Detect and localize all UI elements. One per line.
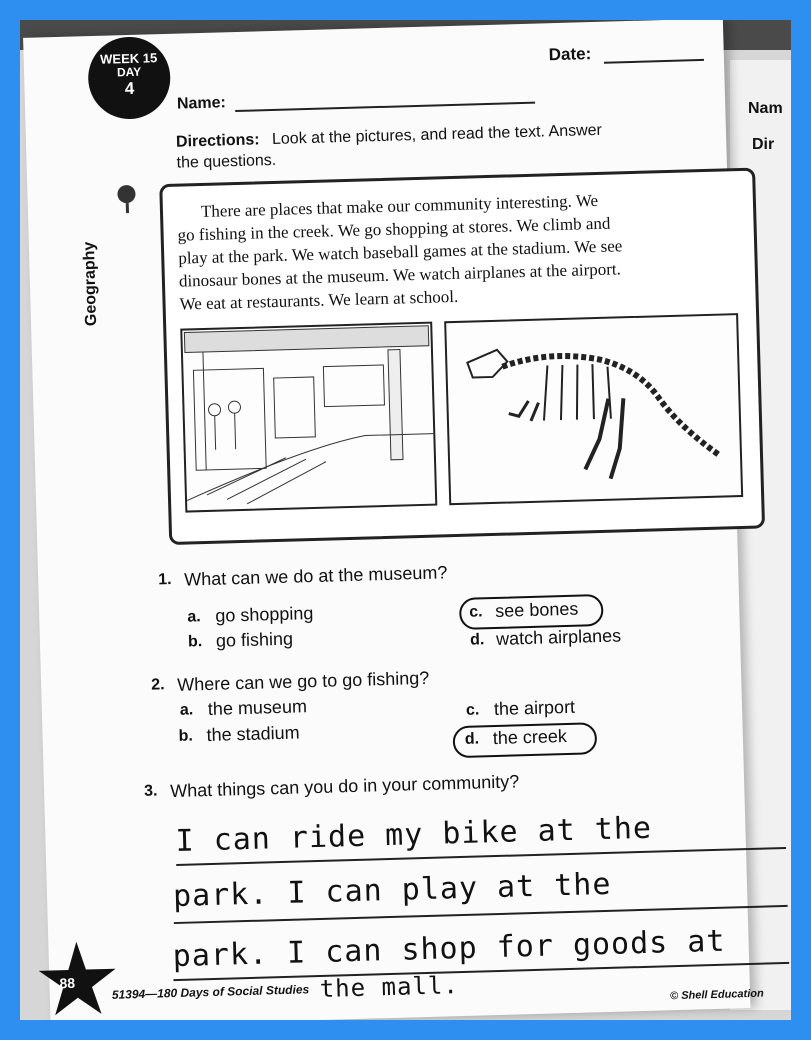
option-letter: c.	[469, 603, 483, 621]
option-text: the airport	[493, 696, 576, 720]
dinosaur-illustration	[444, 313, 743, 505]
question-1-number: 1.	[158, 570, 172, 589]
option-text: the museum	[207, 696, 308, 720]
handwritten-answer-line: the mall.	[319, 971, 460, 1004]
right-page-directions: Dir	[752, 136, 775, 153]
passage-line: go fishing in the creek. We go shopping at stores. We climb and	[177, 213, 611, 245]
question-3-text: What things can you do in your community?	[169, 771, 520, 802]
passage-line: play at the park. We watch baseball games at the stadium. We see	[178, 236, 623, 268]
question-1-text: What can we do at the museum?	[183, 562, 448, 590]
option-letter: a.	[179, 701, 194, 719]
globe-icon	[117, 185, 135, 203]
passage-line: dinosaur bones at the museum. We watch airplanes at the airport.	[178, 259, 622, 291]
directions-label: Directions:	[175, 131, 260, 151]
question-2-text: Where can we go to go fishing?	[176, 667, 430, 695]
copyright: © Shell Education	[669, 987, 764, 1003]
geography-label: Geography	[80, 241, 101, 327]
mall-drawing	[182, 324, 435, 511]
option-text: go shopping	[215, 603, 314, 626]
option-letter: d.	[464, 730, 480, 748]
option-letter: b.	[178, 727, 194, 745]
right-page-name: Nam	[748, 100, 783, 117]
name-label: Name:	[176, 94, 227, 113]
date-line	[604, 59, 704, 63]
name-line	[235, 102, 535, 112]
option-text: the stadium	[206, 722, 300, 746]
badge-number: 4	[124, 78, 135, 99]
passage-line: We eat at restaurants. We learn at school.	[179, 286, 459, 314]
badge-day: DAY	[116, 64, 142, 80]
option-letter: c.	[465, 701, 480, 719]
option-letter: a.	[187, 608, 201, 626]
page-number: 88	[59, 974, 76, 992]
handwritten-answer-line: I can ride my bike at the	[175, 810, 653, 859]
reading-passage	[159, 168, 765, 546]
option-letter: d.	[469, 631, 485, 649]
worksheet-photo	[20, 20, 791, 1020]
option-letter: b.	[187, 633, 203, 651]
option-text: the creek	[492, 726, 568, 749]
directions-text-2: the questions.	[176, 151, 277, 172]
option-text: watch airplanes	[495, 625, 622, 649]
option-text: go fishing	[215, 628, 294, 651]
dinosaur-skeleton-drawing	[446, 315, 741, 503]
handwritten-answer-line: park. I can shop for goods at	[172, 923, 726, 975]
date-label: Date:	[548, 44, 592, 65]
week-day-badge	[87, 36, 171, 120]
book-title: 51394—180 Days of Social Studies	[111, 982, 310, 1002]
question-3-number: 3.	[143, 782, 158, 800]
worksheet-page	[23, 20, 764, 1020]
badge-week: WEEK 15	[99, 50, 158, 67]
page-number-star	[36, 941, 118, 1020]
directions-text: Look at the pictures, and read the text. Answer	[271, 121, 603, 149]
mall-illustration	[180, 322, 437, 513]
passage-line: There are places that make our community interesting. We	[200, 190, 599, 222]
option-text: see bones	[494, 598, 579, 621]
handwritten-answer-line: park. I can play at the	[172, 866, 612, 915]
question-2-number: 2.	[150, 676, 165, 694]
